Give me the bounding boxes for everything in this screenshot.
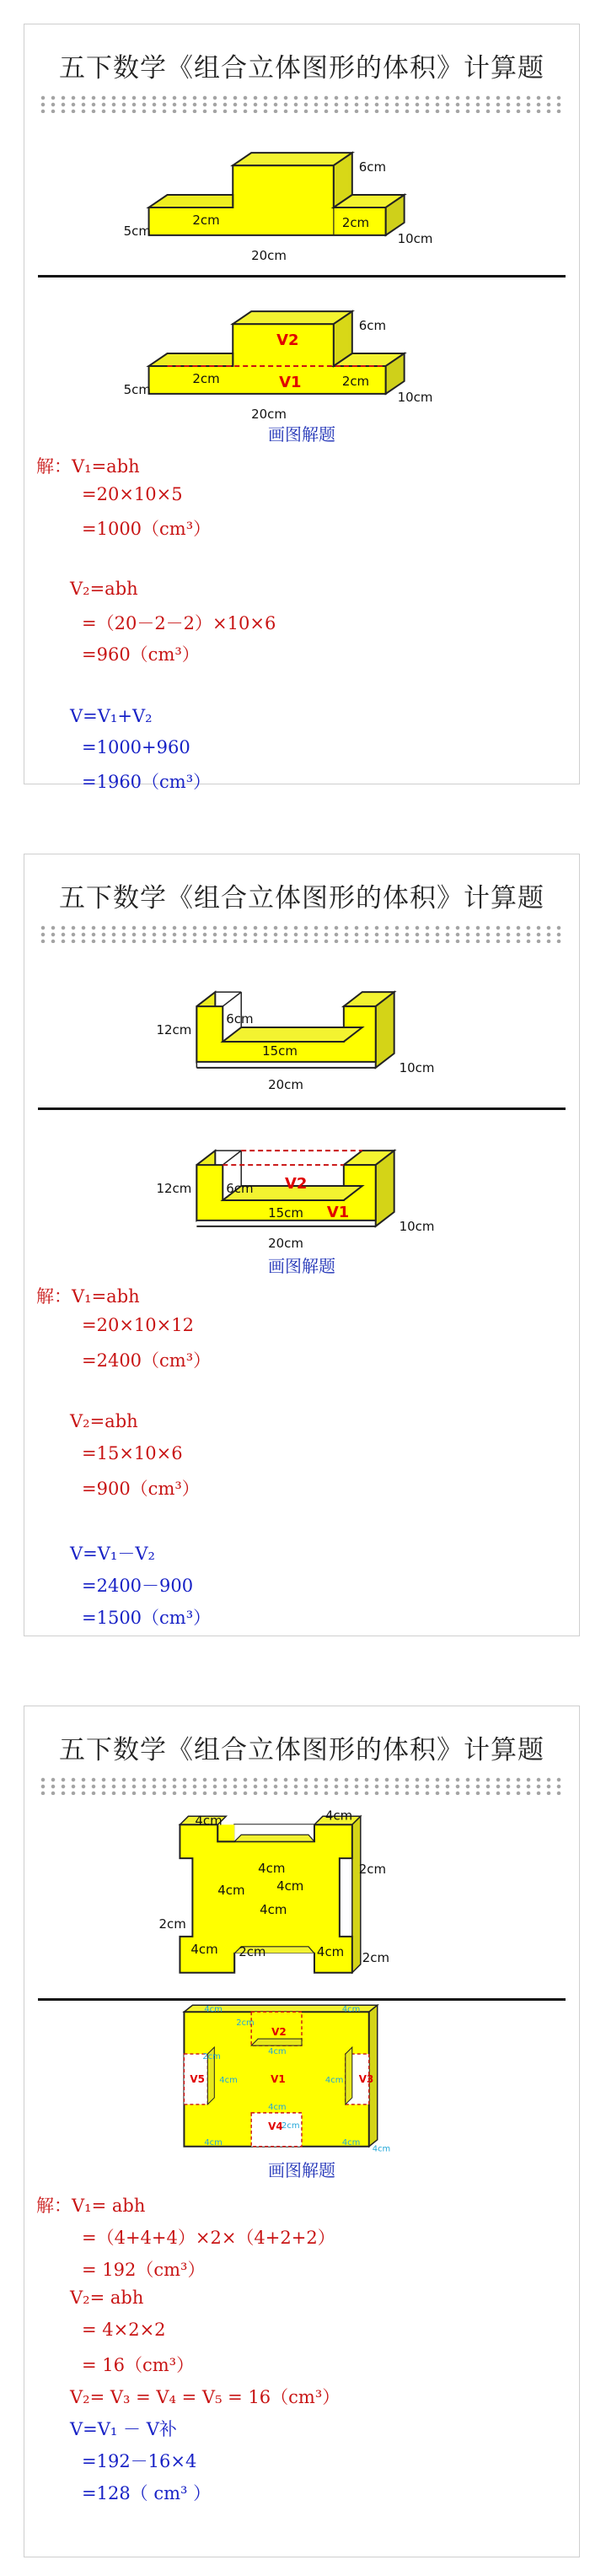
dim-label: 4cm [204, 2005, 223, 2015]
volume-label: V2 [271, 2026, 287, 2039]
volume-label: V1 [279, 373, 302, 391]
dim-label: 4cm [219, 2075, 238, 2085]
dim-label: 4cm [324, 2075, 344, 2085]
solution-line: =20×10×12 [82, 1315, 194, 1335]
draw-solve-label: 画图解题 [268, 424, 335, 445]
card-title: 五下数学《组合立体图形的体积》计算题 [59, 53, 544, 84]
dim-label: 6cm [358, 159, 387, 175]
solution-line: V₂=abh [70, 1411, 138, 1431]
dim-label: 5cm [123, 223, 151, 239]
solution-line: 解：V₁= abh [36, 2196, 146, 2216]
dim-label: 2cm [239, 1943, 266, 1959]
problem-card-1 [24, 24, 580, 792]
dim-label: 10cm [397, 389, 433, 405]
draw-solve-label: 画图解题 [268, 1256, 335, 1276]
dim-label: 4cm [268, 2102, 287, 2112]
solution-line: =192－16×4 [82, 2451, 197, 2471]
h-shaped-solid-figure-split [24, 2003, 579, 2155]
solution-line: =1000（cm³） [82, 519, 212, 539]
decorative-separator [38, 1776, 566, 1795]
dim-label: 6cm [226, 1180, 254, 1196]
dim-label: 10cm [399, 1059, 435, 1075]
u-shaped-solid-figure [24, 954, 579, 1097]
dim-label: 4cm [316, 1943, 345, 1959]
composite-solid-figure-1-split [24, 286, 579, 421]
decorative-separator [38, 924, 566, 943]
u-shaped-solid-figure-split [24, 1113, 579, 1256]
section-divider [38, 1107, 566, 1110]
volume-label: V5 [190, 2072, 205, 2085]
solution-line: = 4×2×2 [82, 2320, 166, 2340]
dim-label: 15cm [268, 1204, 303, 1221]
dim-label: 20cm [268, 1076, 303, 1092]
solution-line: =20×10×5 [82, 484, 183, 504]
solution-line: =2400（cm³） [82, 1350, 212, 1371]
solution-line: V=V₁ － V补 [70, 2419, 177, 2439]
h-shaped-solid-figure [24, 1806, 579, 1991]
dim-label: 4cm [204, 2137, 223, 2148]
solution-line: V₂= V₃ = V₄ = V₅ = 16（cm³） [70, 2387, 341, 2407]
dim-label: 2cm [192, 212, 220, 228]
solution-line: =128（ cm³ ） [82, 2483, 212, 2503]
solution-line: =（4+4+4）×2×（4+2+2） [82, 2228, 335, 2248]
solution-line: 解：V₁=abh [36, 456, 140, 477]
dim-label: 4cm [190, 1941, 218, 1957]
dim-label: 2cm [236, 2018, 255, 2029]
card-title: 五下数学《组合立体图形的体积》计算题 [59, 1735, 544, 1765]
solution-line: =2400－900 [82, 1576, 194, 1596]
volume-label: V3 [358, 2072, 374, 2085]
dim-label: 4cm [195, 1813, 223, 1829]
solution-line: =960（cm³） [82, 644, 200, 665]
solution-line: =900（cm³） [82, 1479, 200, 1499]
dim-label: 4cm [260, 1901, 287, 1917]
solution-line: =1960（cm³） [82, 772, 212, 792]
dim-label: 4cm [341, 2005, 361, 2015]
volume-label: V1 [271, 2072, 286, 2085]
dim-label: 5cm [123, 381, 151, 397]
solution-line: V₂=abh [70, 579, 138, 599]
problem-card-2 [24, 854, 580, 1636]
volume-label: V2 [285, 1174, 308, 1193]
dim-label: 12cm [156, 1180, 192, 1196]
dim-label: 6cm [358, 318, 387, 334]
composite-solid-figure-1 [24, 127, 579, 262]
solution-line: = 16（cm³） [82, 2355, 195, 2375]
dim-label: 2cm [358, 1862, 387, 1878]
solution-line: V=V₁－V₂ [70, 1544, 155, 1564]
dim-label: 4cm [341, 2137, 361, 2148]
volume-label: V4 [268, 2120, 283, 2132]
dim-label: 4cm [217, 1883, 245, 1899]
dim-label: 4cm [258, 1861, 286, 1877]
dim-label: 4cm [276, 1878, 304, 1894]
solution-line: V₂= abh [70, 2288, 144, 2308]
dim-label: 20cm [251, 406, 287, 421]
dim-label: 12cm [156, 1021, 192, 1037]
solution-line: =15×10×6 [82, 1443, 183, 1463]
dim-label: 2cm [158, 1916, 186, 1932]
solution-line: =1000+960 [82, 737, 190, 757]
dim-label: 2cm [341, 214, 370, 230]
solution-line: V=V₁+V₂ [70, 706, 153, 726]
solution-line: =1500（cm³） [82, 1608, 212, 1628]
dim-label: 20cm [268, 1235, 303, 1251]
problem-card-3 [24, 1706, 580, 2557]
dim-label: 15cm [262, 1043, 298, 1059]
solution-line: = 192（cm³） [82, 2260, 206, 2280]
solution-line: 解：V₁=abh [36, 1286, 140, 1307]
dim-label: 20cm [251, 247, 287, 262]
section-divider [38, 275, 566, 278]
dim-label: 4cm [324, 1808, 353, 1824]
section-divider [38, 1998, 566, 2001]
volume-label: V1 [326, 1203, 350, 1221]
dim-label: 2cm [192, 370, 220, 386]
dim-label: 2cm [362, 1949, 390, 1965]
decorative-separator [38, 94, 566, 113]
card-title: 五下数学《组合立体图形的体积》计算题 [59, 883, 544, 913]
dim-label: 2cm [282, 2121, 300, 2131]
dim-label: 2cm [341, 373, 370, 389]
dim-label: 4cm [372, 2144, 391, 2154]
volume-label: V2 [276, 331, 299, 350]
draw-solve-label: 画图解题 [268, 2160, 335, 2180]
dim-label: 4cm [268, 2047, 287, 2057]
dim-label: 10cm [399, 1218, 435, 1234]
dim-label: 2cm [202, 2052, 221, 2062]
dim-label: 6cm [226, 1011, 254, 1027]
dim-label: 10cm [397, 230, 433, 246]
solution-line: =（20－2－2）×10×6 [82, 613, 276, 633]
